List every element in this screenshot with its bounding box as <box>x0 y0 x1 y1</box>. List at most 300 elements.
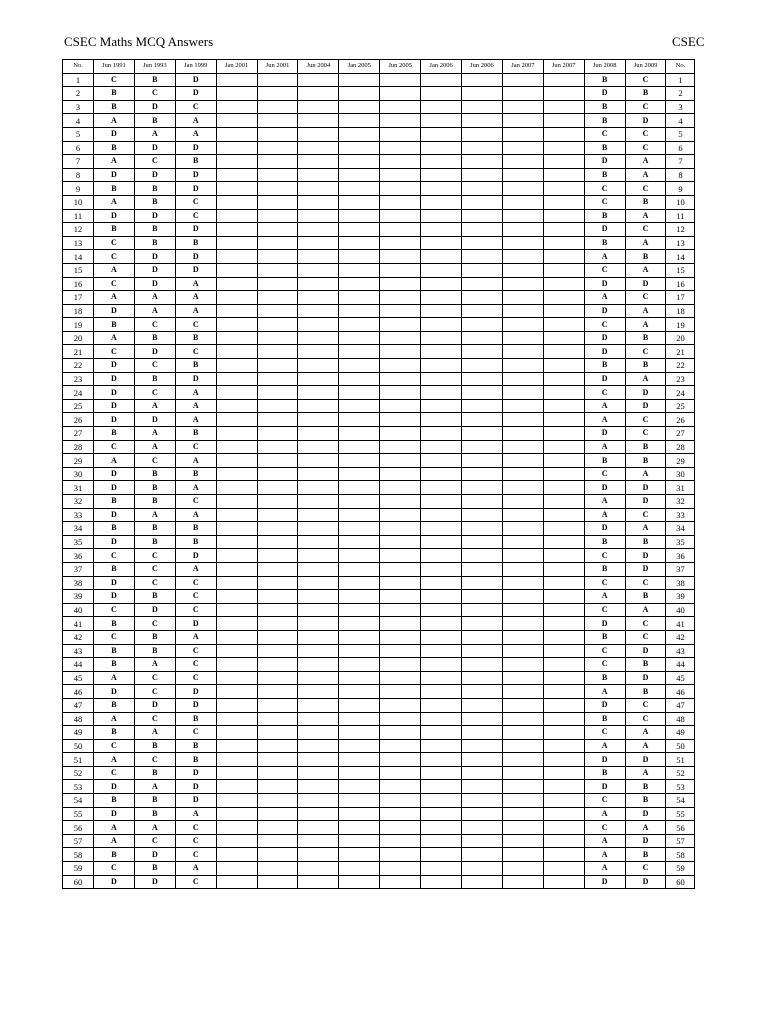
answer-cell: D <box>175 617 216 631</box>
answer-cell: B <box>94 495 135 509</box>
answer-cell <box>502 427 543 441</box>
answer-cell <box>462 467 503 481</box>
answer-cell <box>216 685 257 699</box>
answer-cell: D <box>134 263 175 277</box>
answer-cell: C <box>94 345 135 359</box>
answer-cell <box>502 114 543 128</box>
answer-cell: A <box>584 413 625 427</box>
question-number-cell: 19 <box>63 318 94 332</box>
answer-cell: C <box>625 223 666 237</box>
answer-cell <box>216 155 257 169</box>
answer-cell <box>380 698 421 712</box>
answer-cell <box>543 698 584 712</box>
answer-cell <box>380 87 421 101</box>
answer-cell <box>421 522 462 536</box>
question-number-cell: 40 <box>666 603 695 617</box>
answer-cell <box>502 440 543 454</box>
answer-cell: B <box>94 562 135 576</box>
answer-cell <box>380 440 421 454</box>
answer-cell <box>462 331 503 345</box>
answer-cell: C <box>134 576 175 590</box>
answer-cell <box>216 658 257 672</box>
answer-cell: C <box>175 671 216 685</box>
answer-cell <box>462 535 503 549</box>
answer-cell: C <box>94 277 135 291</box>
answer-cell <box>380 821 421 835</box>
answer-cell <box>502 100 543 114</box>
answer-cell <box>462 848 503 862</box>
answer-cell: A <box>134 658 175 672</box>
answer-cell: C <box>625 141 666 155</box>
answer-cell: B <box>625 658 666 672</box>
answer-cell <box>543 73 584 87</box>
answer-cell <box>543 467 584 481</box>
answer-cell <box>257 182 298 196</box>
answer-cell <box>380 277 421 291</box>
question-number-cell: 31 <box>63 481 94 495</box>
answer-cell <box>543 236 584 250</box>
answer-cell <box>339 291 380 305</box>
answer-cell <box>421 712 462 726</box>
answer-cell <box>339 685 380 699</box>
answer-cell <box>339 522 380 536</box>
question-number-cell: 41 <box>666 617 695 631</box>
answer-cell <box>502 372 543 386</box>
answer-cell: B <box>625 848 666 862</box>
answer-cell: B <box>584 630 625 644</box>
answer-cell <box>339 304 380 318</box>
answer-cell: B <box>134 535 175 549</box>
question-number-cell: 53 <box>63 780 94 794</box>
answer-cell <box>298 481 339 495</box>
answer-cell <box>543 576 584 590</box>
answer-cell <box>543 535 584 549</box>
answer-cell <box>257 630 298 644</box>
answer-cell <box>502 413 543 427</box>
answer-cell <box>257 263 298 277</box>
answer-cell: C <box>94 549 135 563</box>
answer-cell: A <box>94 195 135 209</box>
answer-cell: A <box>134 291 175 305</box>
answer-cell <box>380 766 421 780</box>
answer-cell <box>257 875 298 889</box>
answer-cell: C <box>625 291 666 305</box>
answer-cell <box>543 603 584 617</box>
answer-cell: B <box>94 726 135 740</box>
answer-cell: B <box>584 209 625 223</box>
question-number-cell: 39 <box>63 590 94 604</box>
answer-cell <box>502 590 543 604</box>
answer-cell <box>462 209 503 223</box>
answer-cell: C <box>175 345 216 359</box>
question-number-cell: 16 <box>666 277 695 291</box>
answer-cell <box>462 821 503 835</box>
answer-cell: B <box>584 454 625 468</box>
answer-cell <box>421 168 462 182</box>
answer-cell: D <box>94 875 135 889</box>
answer-cell <box>462 372 503 386</box>
answer-cell <box>380 263 421 277</box>
answer-cell <box>339 168 380 182</box>
answer-cell <box>216 753 257 767</box>
answer-cell <box>298 590 339 604</box>
answer-cell: A <box>94 114 135 128</box>
answer-cell: B <box>94 522 135 536</box>
answer-cell <box>421 236 462 250</box>
table-row <box>63 114 695 128</box>
answer-cell <box>380 617 421 631</box>
answer-cell <box>257 712 298 726</box>
answer-cell <box>339 780 380 794</box>
answer-cell: C <box>94 250 135 264</box>
answer-cell: C <box>584 644 625 658</box>
answer-cell <box>339 535 380 549</box>
answer-cell: A <box>584 685 625 699</box>
column-header: Jan 2001 <box>216 60 257 74</box>
table-row <box>63 671 695 685</box>
answer-cell <box>462 263 503 277</box>
answer-cell: B <box>625 590 666 604</box>
answer-cell: B <box>94 223 135 237</box>
answer-cell: C <box>175 644 216 658</box>
answer-cell <box>502 522 543 536</box>
answer-cell <box>216 549 257 563</box>
answer-cell: B <box>175 427 216 441</box>
answer-cell <box>339 182 380 196</box>
answer-cell: D <box>625 277 666 291</box>
answer-cell: C <box>175 100 216 114</box>
answer-cell <box>339 399 380 413</box>
answer-cell: D <box>94 481 135 495</box>
answer-cell <box>380 562 421 576</box>
answer-cell <box>543 291 584 305</box>
answer-cell <box>380 427 421 441</box>
question-number-cell: 19 <box>666 318 695 332</box>
answer-cell <box>298 73 339 87</box>
question-number-cell: 22 <box>63 359 94 373</box>
answer-cell <box>421 386 462 400</box>
answer-cell: C <box>94 862 135 876</box>
table-row <box>63 834 695 848</box>
answer-cell: A <box>625 467 666 481</box>
answer-cell: D <box>134 848 175 862</box>
answer-cell <box>543 522 584 536</box>
question-number-cell: 7 <box>666 155 695 169</box>
answer-cell <box>216 372 257 386</box>
question-number-cell: 59 <box>63 862 94 876</box>
question-number-cell: 12 <box>666 223 695 237</box>
answer-cell <box>216 821 257 835</box>
answer-cell <box>421 794 462 808</box>
answer-cell: A <box>625 155 666 169</box>
answer-cell: B <box>94 318 135 332</box>
answer-cell <box>257 291 298 305</box>
answer-cell: C <box>175 726 216 740</box>
answer-cell <box>216 481 257 495</box>
answer-cell <box>502 250 543 264</box>
answer-cell <box>216 223 257 237</box>
answer-cell <box>421 454 462 468</box>
answer-cell: B <box>584 114 625 128</box>
answer-cell <box>298 739 339 753</box>
answer-cell <box>216 236 257 250</box>
answer-cell <box>216 73 257 87</box>
answer-cell <box>380 141 421 155</box>
answer-cell <box>462 644 503 658</box>
column-header: No. <box>666 60 695 74</box>
answer-cell <box>421 834 462 848</box>
answer-cell <box>216 590 257 604</box>
answer-cell <box>543 671 584 685</box>
column-header: Jun 1993 <box>134 60 175 74</box>
answer-cell <box>502 127 543 141</box>
answer-cell: A <box>584 834 625 848</box>
answer-cell: D <box>134 345 175 359</box>
answer-cell <box>462 794 503 808</box>
answer-cell <box>298 834 339 848</box>
answer-cell: D <box>175 223 216 237</box>
answer-cell: C <box>625 698 666 712</box>
answer-cell <box>298 114 339 128</box>
answer-cell <box>462 780 503 794</box>
question-number-cell: 55 <box>63 807 94 821</box>
answer-cell: A <box>134 399 175 413</box>
answer-cell <box>339 862 380 876</box>
answer-cell: B <box>94 427 135 441</box>
answer-cell: D <box>584 481 625 495</box>
answer-cell <box>216 495 257 509</box>
answer-cell: B <box>625 87 666 101</box>
answer-cell: A <box>584 508 625 522</box>
answer-cell <box>380 644 421 658</box>
answer-cell: D <box>134 277 175 291</box>
question-number-cell: 10 <box>63 195 94 209</box>
answer-cell <box>421 603 462 617</box>
answer-cell <box>339 753 380 767</box>
answer-cell: A <box>175 413 216 427</box>
answer-cell <box>380 848 421 862</box>
answer-cell <box>543 87 584 101</box>
table-row <box>63 780 695 794</box>
answer-cell <box>421 427 462 441</box>
answer-cell <box>421 549 462 563</box>
answer-cell: A <box>94 263 135 277</box>
question-number-cell: 36 <box>666 549 695 563</box>
answer-cell: A <box>625 304 666 318</box>
answer-cell: B <box>134 236 175 250</box>
table-row <box>63 535 695 549</box>
answer-cell: D <box>625 399 666 413</box>
question-number-cell: 9 <box>63 182 94 196</box>
answer-cell: C <box>175 658 216 672</box>
answer-cell <box>298 549 339 563</box>
table-row <box>63 345 695 359</box>
column-header: Jun 2009 <box>625 60 666 74</box>
answer-cell: C <box>94 236 135 250</box>
answer-cell <box>339 386 380 400</box>
answer-cell: C <box>134 562 175 576</box>
answer-cell <box>339 562 380 576</box>
answer-cell <box>339 73 380 87</box>
answer-cell <box>421 291 462 305</box>
answer-cell: B <box>94 794 135 808</box>
answer-cell: C <box>625 73 666 87</box>
answer-cell: D <box>625 549 666 563</box>
answer-cell: D <box>175 263 216 277</box>
question-number-cell: 2 <box>666 87 695 101</box>
question-number-cell: 60 <box>63 875 94 889</box>
question-number-cell: 43 <box>666 644 695 658</box>
answer-cell <box>502 359 543 373</box>
answer-cell <box>543 848 584 862</box>
column-header: Jan 2007 <box>502 60 543 74</box>
question-number-cell: 50 <box>666 739 695 753</box>
answer-cell: B <box>584 73 625 87</box>
answer-cell <box>257 440 298 454</box>
answer-cell: D <box>584 87 625 101</box>
answer-cell <box>502 712 543 726</box>
answer-cell <box>462 630 503 644</box>
answer-cell: A <box>625 766 666 780</box>
question-number-cell: 49 <box>63 726 94 740</box>
answer-cell <box>298 304 339 318</box>
answer-cell <box>257 481 298 495</box>
answer-cell <box>421 87 462 101</box>
answer-cell <box>298 359 339 373</box>
answer-cell: B <box>134 331 175 345</box>
answer-cell <box>380 454 421 468</box>
question-number-cell: 11 <box>666 209 695 223</box>
answer-cell: C <box>175 875 216 889</box>
answer-cell: C <box>134 712 175 726</box>
answer-cell <box>462 726 503 740</box>
answer-cell: B <box>584 100 625 114</box>
answer-cell: C <box>175 603 216 617</box>
answer-cell <box>216 848 257 862</box>
question-number-cell: 10 <box>666 195 695 209</box>
answer-cell <box>339 821 380 835</box>
column-header: No. <box>63 60 94 74</box>
answer-cell: D <box>175 685 216 699</box>
answer-cell <box>257 617 298 631</box>
answer-cell: D <box>94 372 135 386</box>
answer-cell <box>502 630 543 644</box>
answer-cell <box>298 685 339 699</box>
answer-cell <box>502 726 543 740</box>
question-number-cell: 52 <box>666 766 695 780</box>
page-title: CSEC Maths MCQ Answers <box>64 34 214 49</box>
question-number-cell: 34 <box>666 522 695 536</box>
table-row <box>63 522 695 536</box>
answer-cell <box>339 155 380 169</box>
answer-cell <box>216 250 257 264</box>
answer-cell <box>543 263 584 277</box>
answer-cell <box>298 250 339 264</box>
answer-cell <box>421 182 462 196</box>
answer-cell: A <box>94 821 135 835</box>
answer-cell <box>339 590 380 604</box>
answer-cell <box>462 114 503 128</box>
answer-cell <box>216 427 257 441</box>
answer-cell <box>421 413 462 427</box>
question-number-cell: 18 <box>63 304 94 318</box>
answer-cell <box>502 495 543 509</box>
answer-cell <box>298 454 339 468</box>
column-header: Jun 2006 <box>462 60 503 74</box>
answer-cell <box>216 603 257 617</box>
answer-cell <box>421 372 462 386</box>
answer-cell: A <box>625 739 666 753</box>
answer-cell <box>462 549 503 563</box>
answer-cell: A <box>175 862 216 876</box>
answer-cell <box>380 603 421 617</box>
answer-cell <box>543 182 584 196</box>
answer-cell <box>543 794 584 808</box>
answer-cell <box>339 848 380 862</box>
answer-cell: C <box>584 263 625 277</box>
question-number-cell: 4 <box>63 114 94 128</box>
answer-cell <box>257 359 298 373</box>
question-number-cell: 26 <box>63 413 94 427</box>
answer-cell: C <box>134 549 175 563</box>
answer-cell <box>462 291 503 305</box>
answer-cell <box>502 304 543 318</box>
answer-cell <box>462 875 503 889</box>
table-row <box>63 495 695 509</box>
column-header: Jun 2001 <box>257 60 298 74</box>
answer-cell: B <box>175 535 216 549</box>
table-row <box>63 481 695 495</box>
answer-cell <box>298 848 339 862</box>
table-row <box>63 73 695 87</box>
answer-cell <box>502 87 543 101</box>
answer-cell <box>216 168 257 182</box>
answer-cell <box>462 141 503 155</box>
answer-cell <box>543 753 584 767</box>
answer-cell <box>257 658 298 672</box>
question-number-cell: 6 <box>666 141 695 155</box>
question-number-cell: 28 <box>63 440 94 454</box>
answer-cell <box>257 549 298 563</box>
answer-cell: D <box>94 386 135 400</box>
answer-cell <box>462 576 503 590</box>
answer-cell <box>502 168 543 182</box>
answer-cell: D <box>94 304 135 318</box>
question-number-cell: 1 <box>666 73 695 87</box>
table-row <box>63 399 695 413</box>
answer-cell: D <box>625 386 666 400</box>
answer-cell: B <box>584 766 625 780</box>
answer-cell <box>502 617 543 631</box>
answer-cell <box>339 440 380 454</box>
answer-cell <box>298 658 339 672</box>
answer-cell <box>216 807 257 821</box>
answer-cell: D <box>625 807 666 821</box>
question-number-cell: 51 <box>666 753 695 767</box>
answer-cell <box>421 250 462 264</box>
question-number-cell: 15 <box>63 263 94 277</box>
answer-cell: B <box>134 794 175 808</box>
answer-cell: B <box>134 644 175 658</box>
answer-cell <box>543 440 584 454</box>
answer-cell: A <box>625 263 666 277</box>
table-row <box>63 236 695 250</box>
answer-cell <box>216 318 257 332</box>
answer-cell <box>257 780 298 794</box>
answer-cell <box>257 372 298 386</box>
answer-cell <box>339 141 380 155</box>
answer-cell: C <box>625 508 666 522</box>
